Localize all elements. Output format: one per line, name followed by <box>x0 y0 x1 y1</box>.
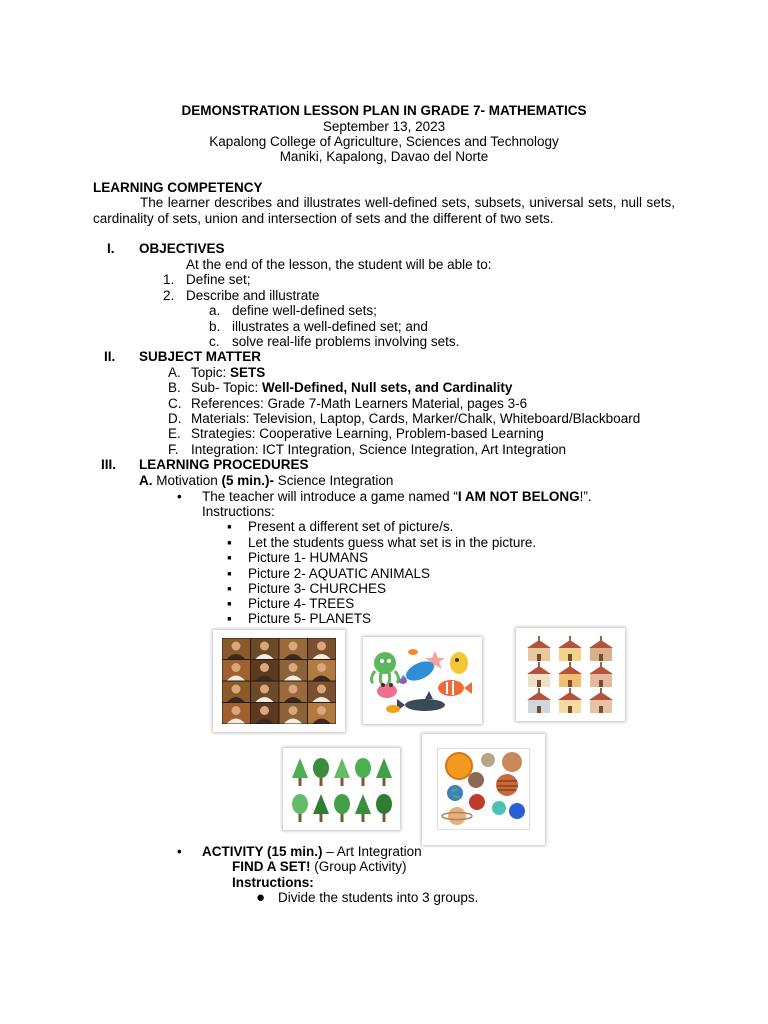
square-bullet-icon <box>227 535 232 551</box>
objective-subletter: b. <box>209 319 221 334</box>
objectives-heading: OBJECTIVES <box>139 241 225 256</box>
picture-aquatic-animals <box>363 637 482 724</box>
objectives-intro: At the end of the lesson, the student will be able to: <box>186 257 492 272</box>
game-step: Picture 1- HUMANS <box>248 550 369 565</box>
game-step: Picture 4- TREES <box>248 596 355 611</box>
square-bullet-icon <box>227 581 232 597</box>
subject-materials: Materials: Television, Laptop, Cards, Marker/Chalk, Whiteboard/Blackboard <box>191 411 641 426</box>
lesson-date: September 13, 2023 <box>322 119 446 134</box>
procedures-heading: LEARNING PROCEDURES <box>139 457 309 472</box>
subject-subtopic: Sub- Topic: Well-Defined, Null sets, and Cardinality <box>191 380 513 395</box>
aquatic-animals-illustration <box>363 637 482 724</box>
subject-letter: E. <box>168 426 181 441</box>
game-instructions-label: Instructions: <box>202 504 275 519</box>
square-bullet-icon <box>227 550 232 566</box>
subject-matter-numeral: II. <box>104 349 116 364</box>
activity-title: FIND A SET! (Group Activity) <box>232 859 407 874</box>
bullet-icon <box>177 844 182 860</box>
game-step: Picture 5- PLANETS <box>248 611 372 626</box>
game-step: Present a different set of picture/s. <box>248 519 454 534</box>
subject-letter: F. <box>168 442 179 457</box>
subject-topic: Topic: SETS <box>191 365 266 380</box>
document-title: DEMONSTRATION LESSON PLAN IN GRADE 7- MATHEMATICS <box>181 103 587 118</box>
competency-text: The learner describes and illustrates well-defined sets, subsets, universal sets, null sets, cardinality of sets, union and intersection of sets and the different of two sets. <box>93 195 675 226</box>
objective-number: 1. <box>163 272 175 287</box>
subject-letter: C. <box>168 396 182 411</box>
objective-subitem: illustrates a well-defined set; and <box>232 319 428 334</box>
objective-item: Describe and illustrate <box>186 288 320 303</box>
game-intro: The teacher will introduce a game named “I AM NOT BELONG!”. <box>202 489 592 504</box>
picture-churches <box>516 628 625 721</box>
activity-instructions-label: Instructions: <box>232 875 314 890</box>
objective-subitem: define well-defined sets; <box>232 303 377 318</box>
square-bullet-icon <box>227 611 232 627</box>
motivation-line: A. Motivation (5 min.)- Science Integration <box>139 473 394 488</box>
churches-illustration <box>516 628 625 721</box>
activity-step: Divide the students into 3 groups. <box>278 890 479 905</box>
objective-item: Define set; <box>186 272 251 287</box>
objective-subletter: a. <box>209 303 221 318</box>
subject-references: References: Grade 7-Math Learners Material, pages 3-6 <box>191 396 528 411</box>
school-address: Maniki, Kapalong, Davao del Norte <box>279 149 489 164</box>
game-step: Picture 3- CHURCHES <box>248 581 387 596</box>
subject-matter-heading: SUBJECT MATTER <box>139 349 262 364</box>
picture-humans <box>213 630 345 732</box>
game-step: Let the students guess what set is in the picture. <box>248 535 537 550</box>
activity-line: ACTIVITY (15 min.) – Art Integration <box>202 844 422 859</box>
subject-letter: A. <box>168 365 181 380</box>
picture-trees <box>283 748 400 830</box>
bullet-icon <box>177 489 182 505</box>
square-bullet-icon <box>227 596 232 612</box>
objectives-numeral: I. <box>107 241 115 256</box>
game-step: Picture 2- AQUATIC ANIMALS <box>248 566 431 581</box>
procedures-numeral: III. <box>101 457 117 472</box>
humans-portrait-grid <box>222 638 336 724</box>
trees-illustration <box>283 748 400 830</box>
subject-letter: D. <box>168 411 182 426</box>
objective-subletter: c. <box>209 334 220 349</box>
subject-strategies: Strategies: Cooperative Learning, Problem-based Learning <box>191 426 544 441</box>
picture-planets <box>422 734 545 845</box>
school-name: Kapalong College of Agriculture, Sciences and Technology <box>209 134 559 149</box>
objective-number: 2. <box>163 288 175 303</box>
subject-letter: B. <box>168 380 181 395</box>
subject-integration: Integration: ICT Integration, Science Integration, Art Integration <box>191 442 566 457</box>
competency-heading: LEARNING COMPETENCY <box>93 180 263 195</box>
planets-illustration <box>437 748 530 830</box>
bullet-icon: ● <box>256 889 266 906</box>
square-bullet-icon <box>227 519 232 535</box>
objective-subitem: solve real-life problems involving sets. <box>232 334 460 349</box>
square-bullet-icon <box>227 566 232 582</box>
